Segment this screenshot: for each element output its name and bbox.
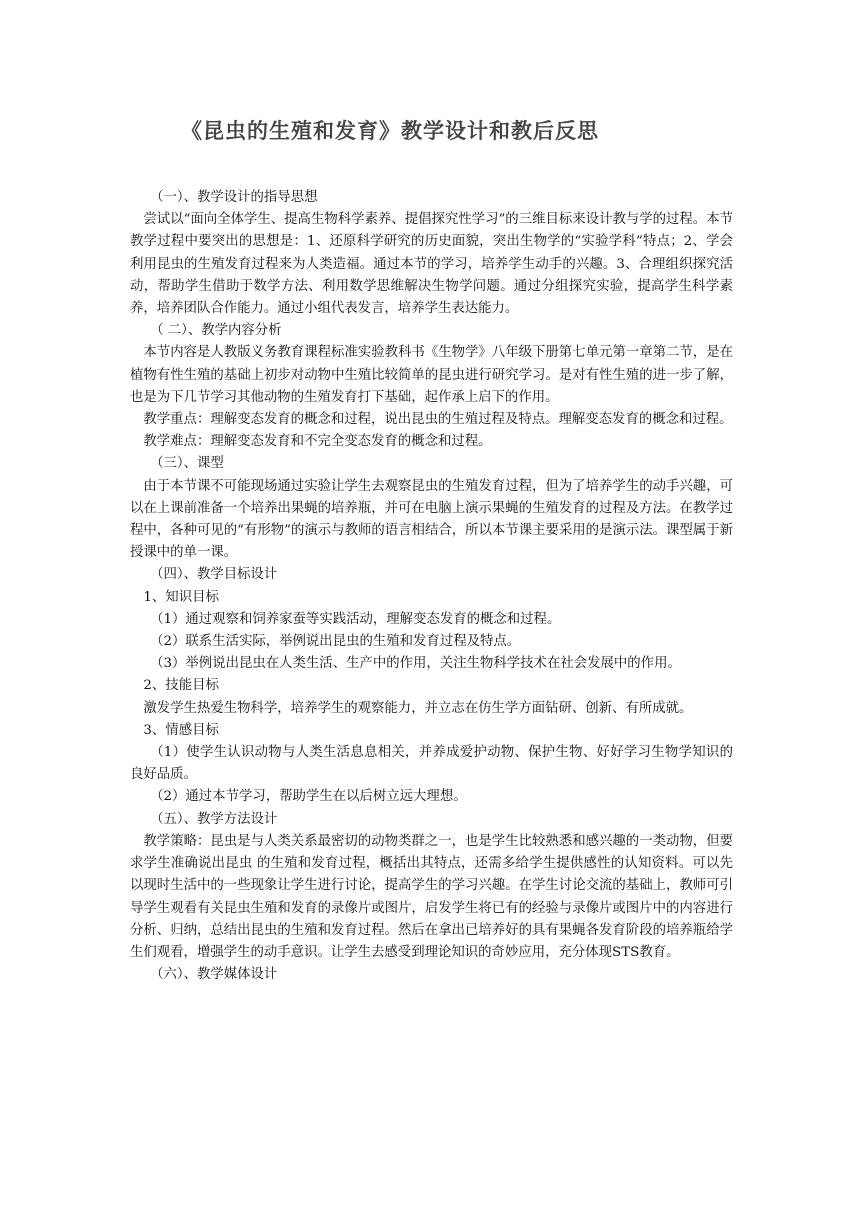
section-heading-lesson-type: （三）、课型 <box>150 456 224 472</box>
document-title: 《昆虫的生殖和发育》教学设计和教后反思 <box>181 118 599 143</box>
paragraph-difficulties: 教学难点：理解变态发育和不完全变态发育的概念和过程。 <box>143 434 492 450</box>
section-heading-objectives: （四）、教学目标设计 <box>150 567 278 583</box>
sub-heading-skills: 2、技能目标 <box>143 678 219 694</box>
section-heading-media: （六）、教学媒体设计 <box>150 967 278 983</box>
list-item: （1）使学生认识动物与人类生活息息相关，并养成爱护动物、保护生物、好好学习生物学知识的良好品质。 <box>130 745 733 783</box>
paragraph: 本节内容是人教版义务教育课程标准实验教科书《生物学》八年级下册第七单元第一章第二节，是在植物有性生殖的基础上初步对动物中生殖比较简单的昆虫进行研究学习。是对有性生殖的进一步了解，也是为下几节学习其他动物的生殖发育打下基础，起作承上启下的作用。 <box>130 345 733 405</box>
section-heading-content-analysis: （ 二）、教学内容分析 <box>150 323 282 339</box>
paragraph: 教学策略：昆虫是与人类关系最密切的动物类群之一，也是学生比较熟悉和感兴趣的一类动物，但要求学生准确说出昆虫 的生殖和发育过程，概括出其特点，还需多给学生提供感性的认知资料。可以先以现时生活中的一些现象让学生进行讨论，提高学生的学习兴趣。在学生讨论交流的基础上，教师可引导学生观看有关昆虫生殖和发育的录像片或图片，启发学生将已有的经验与录像片或图片中的内容进行分析、归纳，总结出昆虫的生殖和发育过程。然后在拿出已培养好的具有果蝇各发育阶段的培养瓶给学生们观看，增强学生的动手意识。让学生去感受到理论知识的奇妙应用，充分体现STS教育。 <box>130 833 733 960</box>
sub-heading-emotion: 3、情感目标 <box>143 722 219 738</box>
list-item: （2）通过本节学习，帮助学生在以后树立远大理想。 <box>150 789 467 805</box>
section-heading-guiding-thought: （一）、教学设计的指导思想 <box>150 190 318 205</box>
paragraph: 尝试以“面向全体学生、提高生物科学素养、提倡探究性学习”的三维目标来设计教与学的过程。本节教学过程中要突出的思想是：1、还原科学研究的历史面貌，突出生物学的“实验学科”特点；2、学会利用昆虫的生殖发育过程来为人类造福。通过本节的学习，培养学生动手的兴趣。3、合理组织探究活动，帮助学生借助于数学方法、利用数学思维解决生物学问题。通过分组探究实验，提高学生科学素养，培养团队合作能力。通过小组代表发言，培养学生表达能力。 <box>130 212 733 317</box>
list-item: （3）举例说出昆虫在人类生活、生产中的作用，关注生物科学技术在社会发展中的作用。 <box>150 656 681 672</box>
document-body <box>130 187 733 986</box>
list-item: （1）通过观察和饲养家蚕等实践活动，理解变态发育的概念和过程。 <box>150 611 561 627</box>
paragraph: 由于本节课不可能现场通过实验让学生去观察昆虫的生殖发育过程，但为了培养学生的动手兴趣，可以在上课前准备一个培养出果蝇的培养瓶，并可在电脑上演示果蝇的生殖发育的过程及方法。在教学过程中，各种可见的“有形物”的演示与教师的语言相结合，所以本节课主要采用的是演示法。课型属于新授课中的单一课。 <box>130 478 733 561</box>
section-heading-methods: （五）、教学方法设计 <box>150 811 278 827</box>
paragraph-key-points: 教学重点：理解变态发育的概念和过程，说出昆虫的生殖过程及特点。理解变态发育的概念和过程。 <box>143 412 733 428</box>
paragraph: 激发学生热爱生物科学，培养学生的观察能力，并立志在仿生学方面钻研、创新、有所成就。 <box>143 700 693 716</box>
list-item: （2）联系生活实际，举例说出昆虫的生殖和发育过程及特点。 <box>150 634 521 650</box>
sub-heading-knowledge: 1、知识目标 <box>143 589 219 605</box>
